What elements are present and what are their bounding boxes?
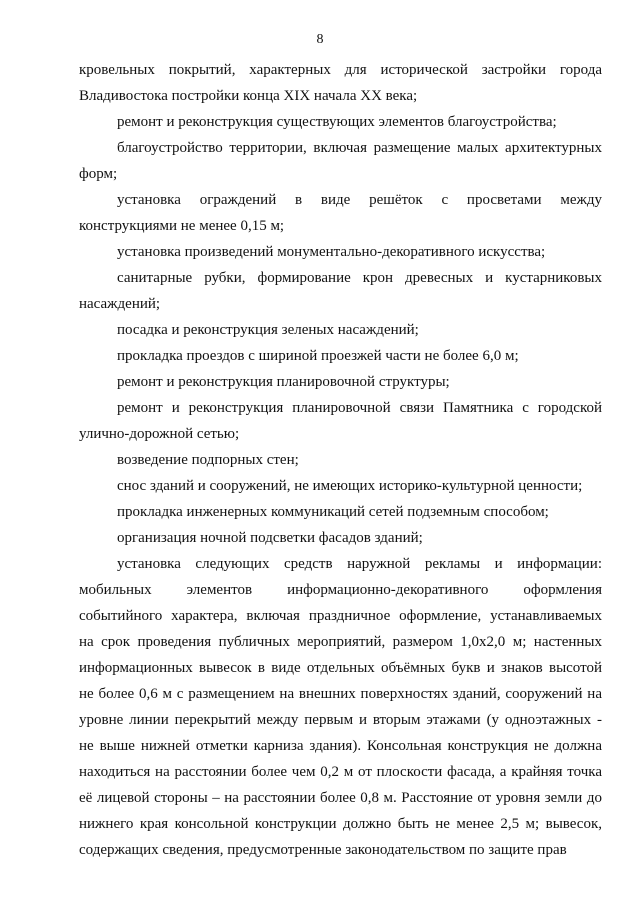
text-line: установка ограждений в виде решёток с просветами между — [117, 192, 602, 208]
text-line: благоустройство территории, включая размещение малых архитектурных — [117, 140, 602, 156]
paragraph — [79, 447, 602, 473]
text-line: форм; — [79, 166, 118, 182]
text-line: не более 0,6 м с размещением на внешних поверхностях зданий, сооружений на — [79, 686, 602, 702]
text-line: нижнего края консольной конструкции должно быть не менее 2,5 м; вывесок, — [79, 816, 602, 832]
text-line: организация ночной подсветки фасадов зданий; — [117, 530, 423, 546]
text-line: снос зданий и сооружений, не имеющих историко-культурной ценности; — [117, 478, 583, 494]
paragraph — [79, 317, 602, 343]
text-line: прокладка инженерных коммуникаций сетей подземным способом; — [117, 504, 549, 520]
page-number: 8 — [316, 32, 324, 47]
text-line: кровельных покрытий, характерных для исторической застройки города — [79, 62, 602, 78]
paragraph — [79, 187, 602, 239]
text-line: установка произведений монументально-декоративного искусства; — [117, 244, 546, 260]
paragraph — [79, 109, 602, 135]
text-line: возведение подпорных стен; — [117, 452, 299, 468]
paragraph — [79, 239, 602, 265]
paragraph — [79, 369, 602, 395]
paragraph — [79, 135, 602, 187]
paragraph — [79, 473, 602, 499]
paragraph — [79, 525, 602, 551]
paragraph — [79, 395, 602, 447]
text-line: содержащих сведения, предусмотренные законодательством по защите прав — [79, 842, 567, 858]
text-line: ремонт и реконструкция планировочной связи Памятника с городской — [117, 400, 602, 416]
text-line: прокладка проездов с шириной проезжей части не более 6,0 м; — [117, 348, 519, 364]
text-line: насаждений; — [79, 296, 161, 312]
text-line: улично-дорожной сетью; — [79, 426, 240, 442]
text-line: событийного характера, включая праздничное оформление, устанавливаемых — [79, 608, 602, 624]
text-line: Владивостока постройки конца XIX начала XX века; — [79, 88, 418, 104]
paragraph — [79, 265, 602, 317]
paragraph — [79, 343, 602, 369]
text-line: посадка и реконструкция зеленых насаждений; — [117, 322, 419, 338]
text-line: мобильных элементов информационно-декоративного оформления — [79, 582, 602, 598]
text-line: её лицевой стороны – на расстоянии более 0,8 м. Расстояние от уровня земли до — [79, 790, 602, 806]
text-line: установка следующих средств наружной рекламы и информации: — [117, 556, 602, 572]
text-line: на срок проведения публичных мероприятий, размером 1,0х2,0 м; настенных — [79, 634, 602, 650]
text-line: конструкциями не менее 0,15 м; — [79, 218, 285, 234]
text-line: информационных вывесок в виде отдельных объёмных букв и знаков высотой — [79, 660, 602, 676]
text-line: санитарные рубки, формирование крон древесных и кустарниковых — [117, 270, 602, 286]
text-line: ремонт и реконструкция существующих элементов благоустройства; — [117, 114, 557, 130]
text-line: ремонт и реконструкция планировочной структуры; — [117, 374, 450, 390]
text-line: находиться на расстоянии более чем 0,2 м от плоскости фасада, а крайняя точка — [79, 764, 602, 780]
text-line: не выше нижней отметки карниза здания). Консольная конструкция не должна — [79, 738, 602, 754]
paragraph — [79, 499, 602, 525]
paragraph — [79, 551, 602, 863]
paragraph — [79, 57, 602, 109]
text-line: уровне линии перекрытий между первым и вторым этажами (у одноэтажных - — [79, 712, 602, 728]
document-body — [79, 57, 602, 863]
